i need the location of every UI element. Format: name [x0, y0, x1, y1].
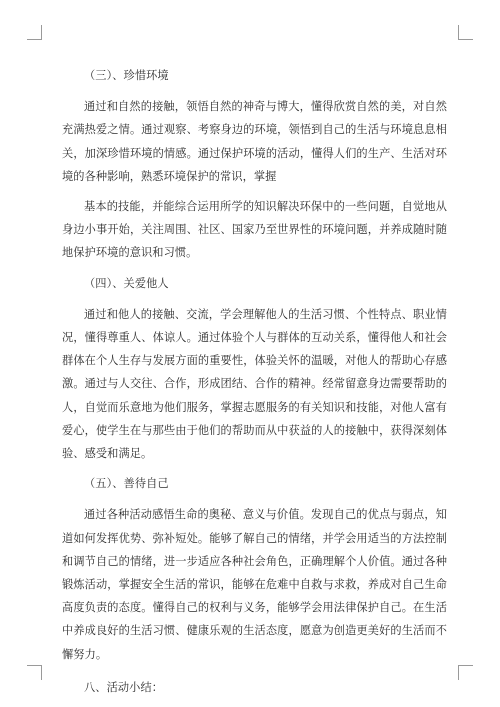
crop-mark-top-left	[27, 25, 42, 40]
crop-mark-bottom-left	[27, 665, 42, 680]
crop-mark-bottom-right	[458, 665, 473, 680]
crop-mark-top-right	[458, 25, 473, 40]
paragraph-care-for-others: 通过和他人的接触、交流，学会理解他人的生活习惯、个性特点、职业情况，懂得尊重人、体谅人。通过体验个人与群体的互动关系，懂得他人和社会群体在个人生存与发展方面的重要性，体验关怀的温暖，对他人的帮助心存感激。通过与人交往、合作，形成团结、合作的精神。经常留意身边需要帮助的人，自觉而乐意地为他们服务，掌握志愿服务的有关知识和技能，对他人富有爱心，使学生在与那些由于他们的帮助而从中获益的人的接触中，获得深刻体验、感受和满足。	[62, 307, 447, 461]
paragraph-environment-1: 通过和自然的接触，领悟自然的神奇与博大，懂得欣赏自然的美，对自然充满热爱之情。通过观察、考察身边的环境，领悟到自己的生活与环境息息相关，加深珍惜环境的情感。通过保护环境的活动，懂得人们的生产、生活对环境的各种影响，熟悉环境保护的常识，掌握	[62, 100, 447, 183]
paragraph-environment-2: 基本的技能，并能综合运用所学的知识解决环保中的一些问题，自觉地从身边小事开始，关注周围、社区、国家乃至世界性的环境问题，并养成随时随地保护环境的意识和习惯。	[62, 200, 447, 260]
section-heading-cherish-environment: （三）、珍惜环境	[84, 69, 169, 82]
section-heading-treat-self-well: （五）、善待自己	[84, 477, 169, 491]
paragraph-treat-self-well: 通过各种活动感悟生命的奥秘、意义与价值。发现自己的优点与弱点，知道如何发挥优势、弥补短处。能够了解自己的情绪，并学会用适当的方法控制和调节自己的情绪，进一步适应各种社会角色，正确理解个人价值。通过各种锻炼活动，掌握安全生活的常识，能够在危难中自救与求救，养成对自己生命高度负责的态度。懂得自己的权利与义务，能够学会用法律保护自己。在生活中养成良好的生活习惯、健康乐观的生活态度，愿意为创造更美好的生活而不懈努力。	[62, 508, 447, 661]
section-heading-care-for-others: （四）、关爱他人	[84, 276, 169, 290]
section-heading-activity-summary: 八、活动小结：	[84, 680, 164, 694]
document-body	[62, 64, 447, 707]
